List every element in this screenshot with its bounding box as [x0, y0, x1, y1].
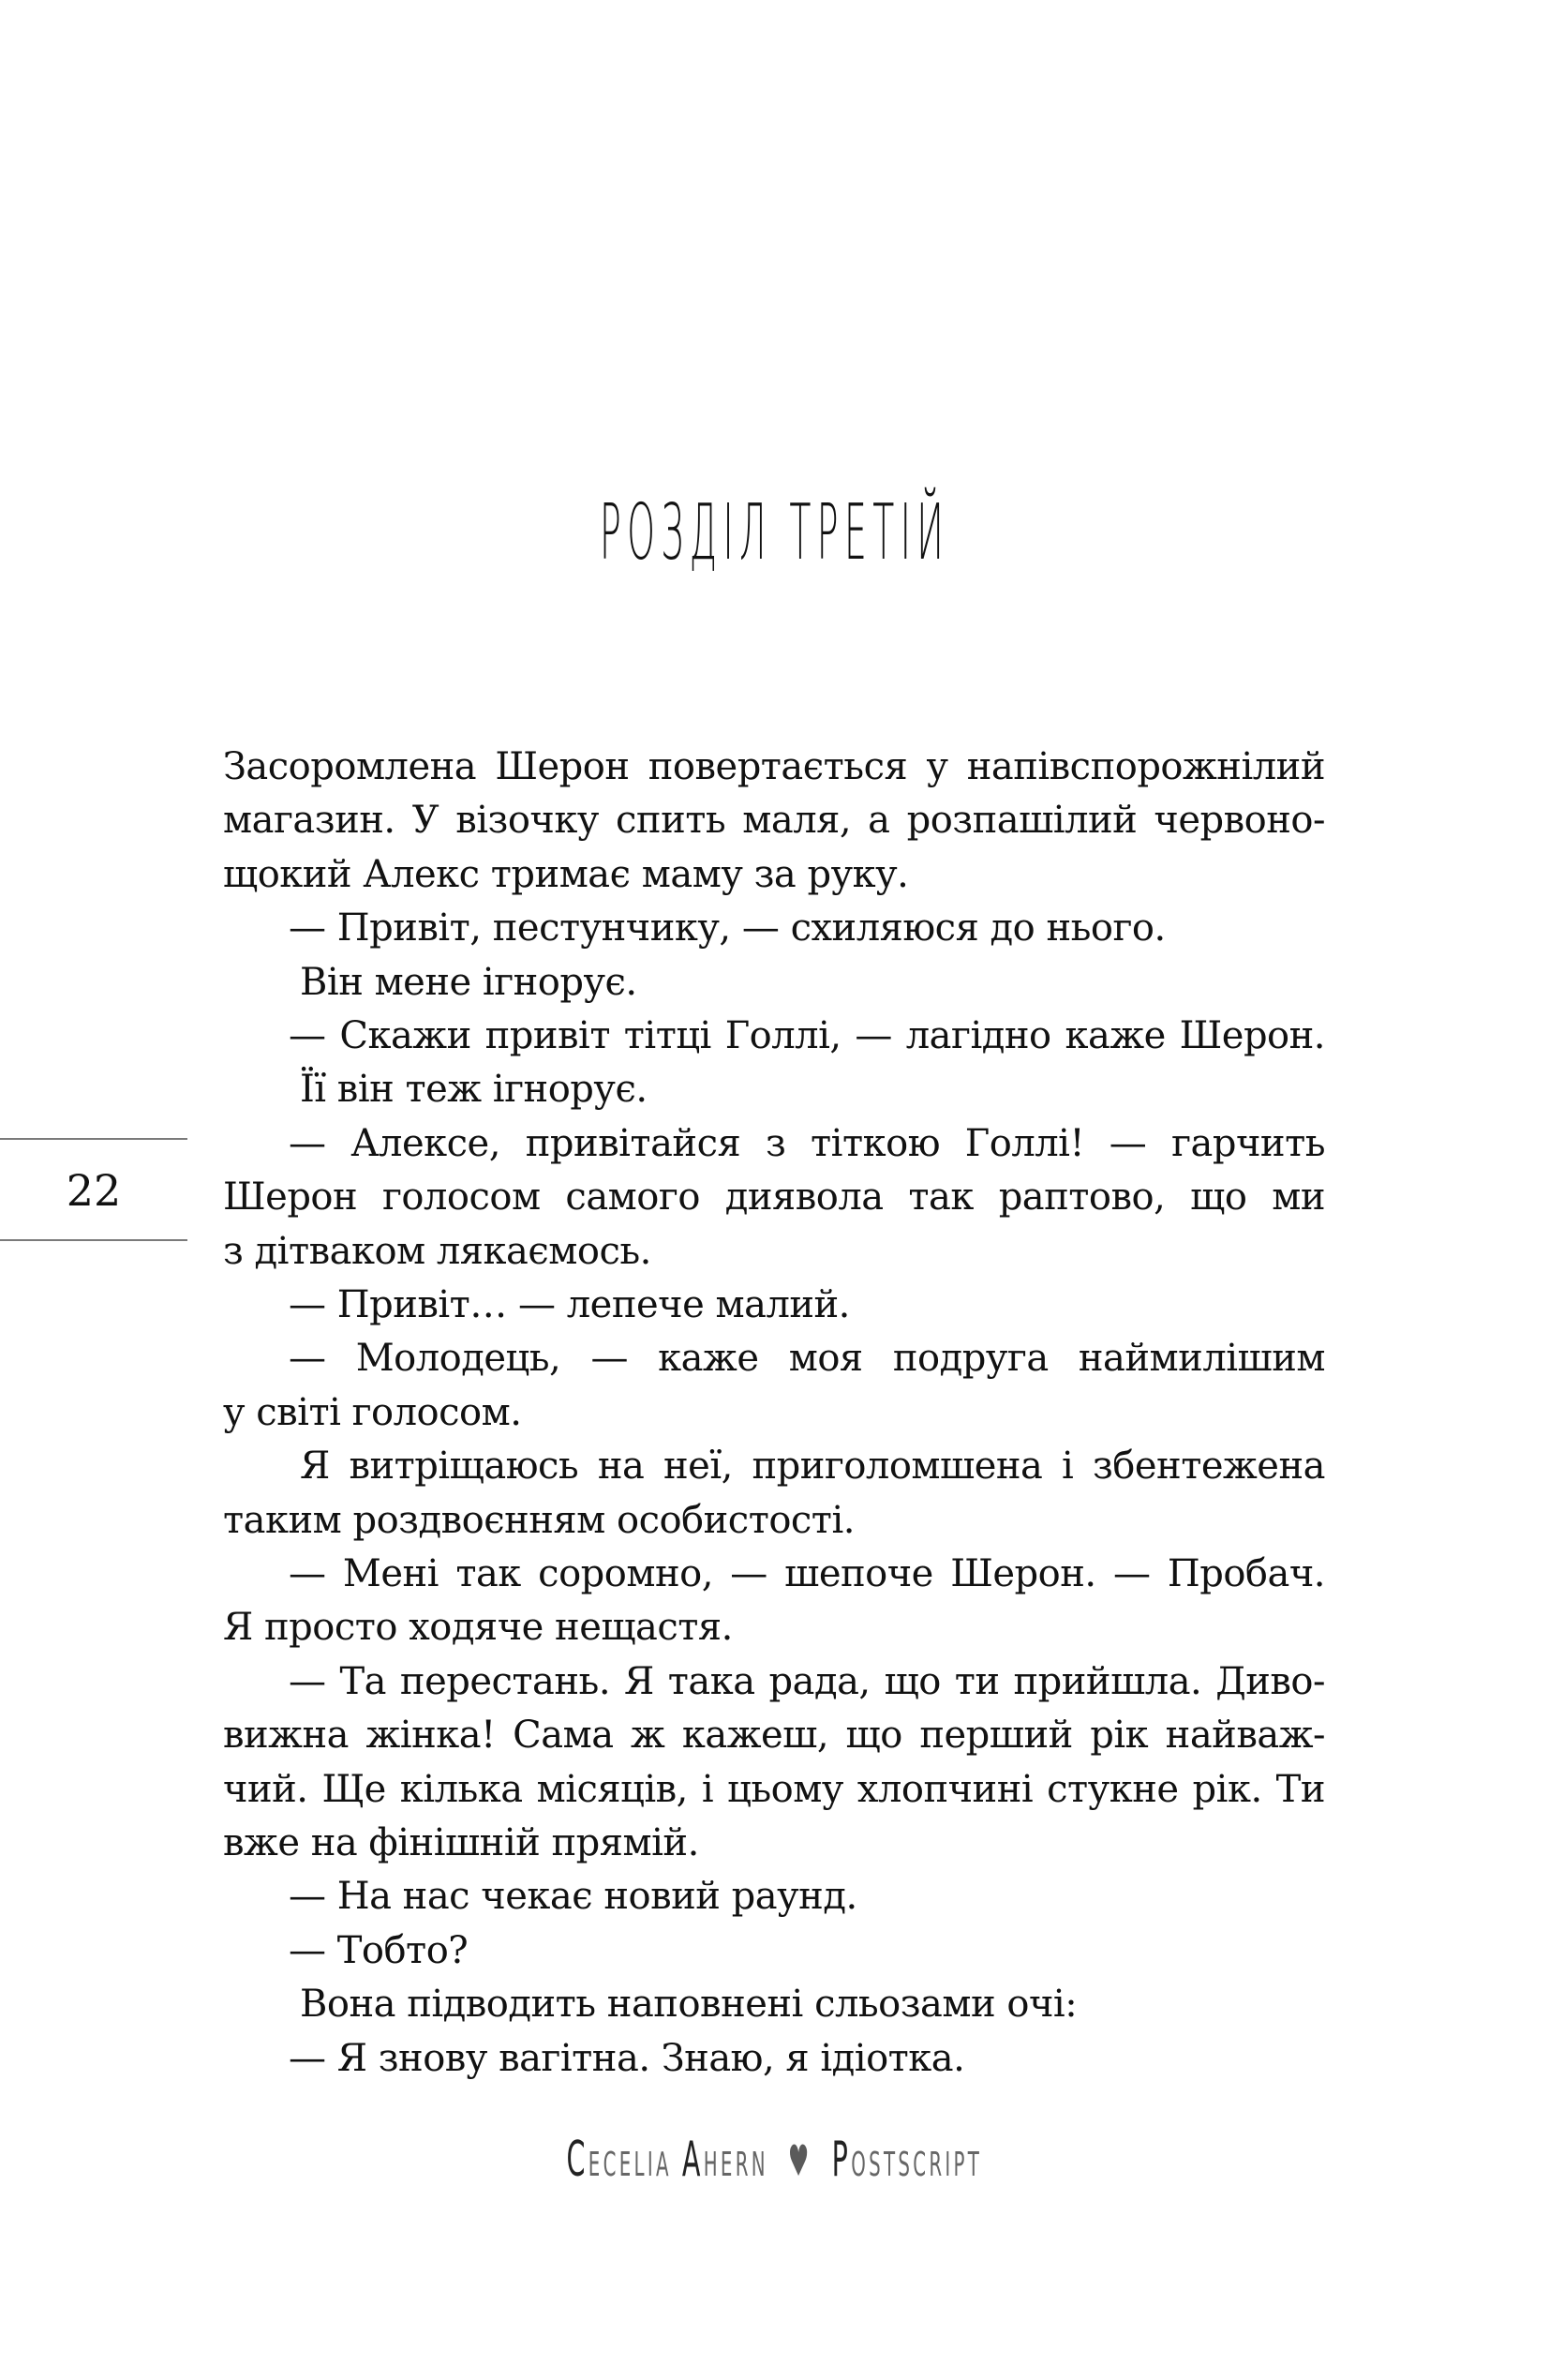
text-line: Її він теж ігнорує.: [300, 1068, 648, 1112]
text-line: — Привіт… — лепече малий.: [289, 1283, 850, 1326]
book-title-initial: P: [831, 2132, 852, 2188]
text-line: — Та перестань. Я така рада, що ти прийшла. Диво-: [289, 1659, 1325, 1703]
text-line: — Молодець, — каже моя подруга наймилішим: [289, 1337, 1325, 1381]
text-line: таким роздвоєнням особистості.: [223, 1498, 855, 1542]
text-line: Я просто ходяче нещастя.: [223, 1606, 733, 1650]
text-line: — Мені так соромно, — шепоче Шерон. — Пробач.: [289, 1552, 1325, 1595]
author-first-rest: ECELIA: [588, 2146, 672, 2184]
text-line: Вона підводить наповнені сльозами очі:: [300, 1983, 1078, 2027]
running-footer-text: [567, 2133, 983, 2192]
chapter-title: [0, 488, 1549, 577]
text-line: — Привіт, пестунчику, — схиляюся до нього.: [289, 906, 1166, 951]
author-first-initial: C: [566, 2132, 588, 2188]
text-line: у світі голосом.: [223, 1390, 522, 1434]
text-line: — На нас чекає новий раунд.: [289, 1875, 857, 1919]
text-line: — Алексе, привітайся з тіткою Голлі! — гарчить: [289, 1121, 1325, 1165]
text-line: чий. Ще кілька місяців, і цьому хлопчині стукне рік. Ти: [223, 1767, 1325, 1811]
heart-icon: ♥: [787, 2135, 812, 2186]
page-number-rule-bottom: [0, 1239, 187, 1241]
running-footer: [0, 2133, 1549, 2192]
text-line: Я витріщаюсь на неї, приголомшена і збентежена: [300, 1444, 1325, 1489]
book-title-rest: OSTSCRIPT: [851, 2146, 983, 2184]
text-line: магазин. У візочку спить маля, а розпашілий червоно-: [223, 799, 1325, 843]
text-line: — Скажи привіт тітці Голлі, — лагідно каже Шерон.: [289, 1014, 1325, 1057]
text-line: Засоромлена Шерон повертається у напівспорожнілий: [223, 745, 1325, 788]
text-line: Він мене ігнорує.: [300, 960, 637, 1004]
text-line: щокий Алекс тримає маму за руку.: [223, 852, 909, 896]
text-line: Шерон голосом самого диявола так раптово, що ми: [223, 1175, 1325, 1220]
author-last-rest: HERN: [703, 2146, 769, 2184]
author-last-initial: A: [681, 2132, 704, 2188]
text-line: вижна жінка! Сама ж кажеш, що перший рік найваж-: [223, 1714, 1325, 1758]
text-line: з дітваком лякаємось.: [223, 1229, 651, 1273]
page-number-rule-top: [0, 1138, 187, 1140]
page-number: 22: [66, 1165, 122, 1216]
text-line: — Тобто?: [289, 1928, 469, 1972]
chapter-title-text: РОЗДІЛ ТРЕТІЙ: [599, 488, 950, 577]
text-line: — Я знову вагітна. Знаю, я ідіотка.: [289, 2036, 965, 2080]
text-line: вже на фінішній прямій.: [223, 1821, 699, 1864]
